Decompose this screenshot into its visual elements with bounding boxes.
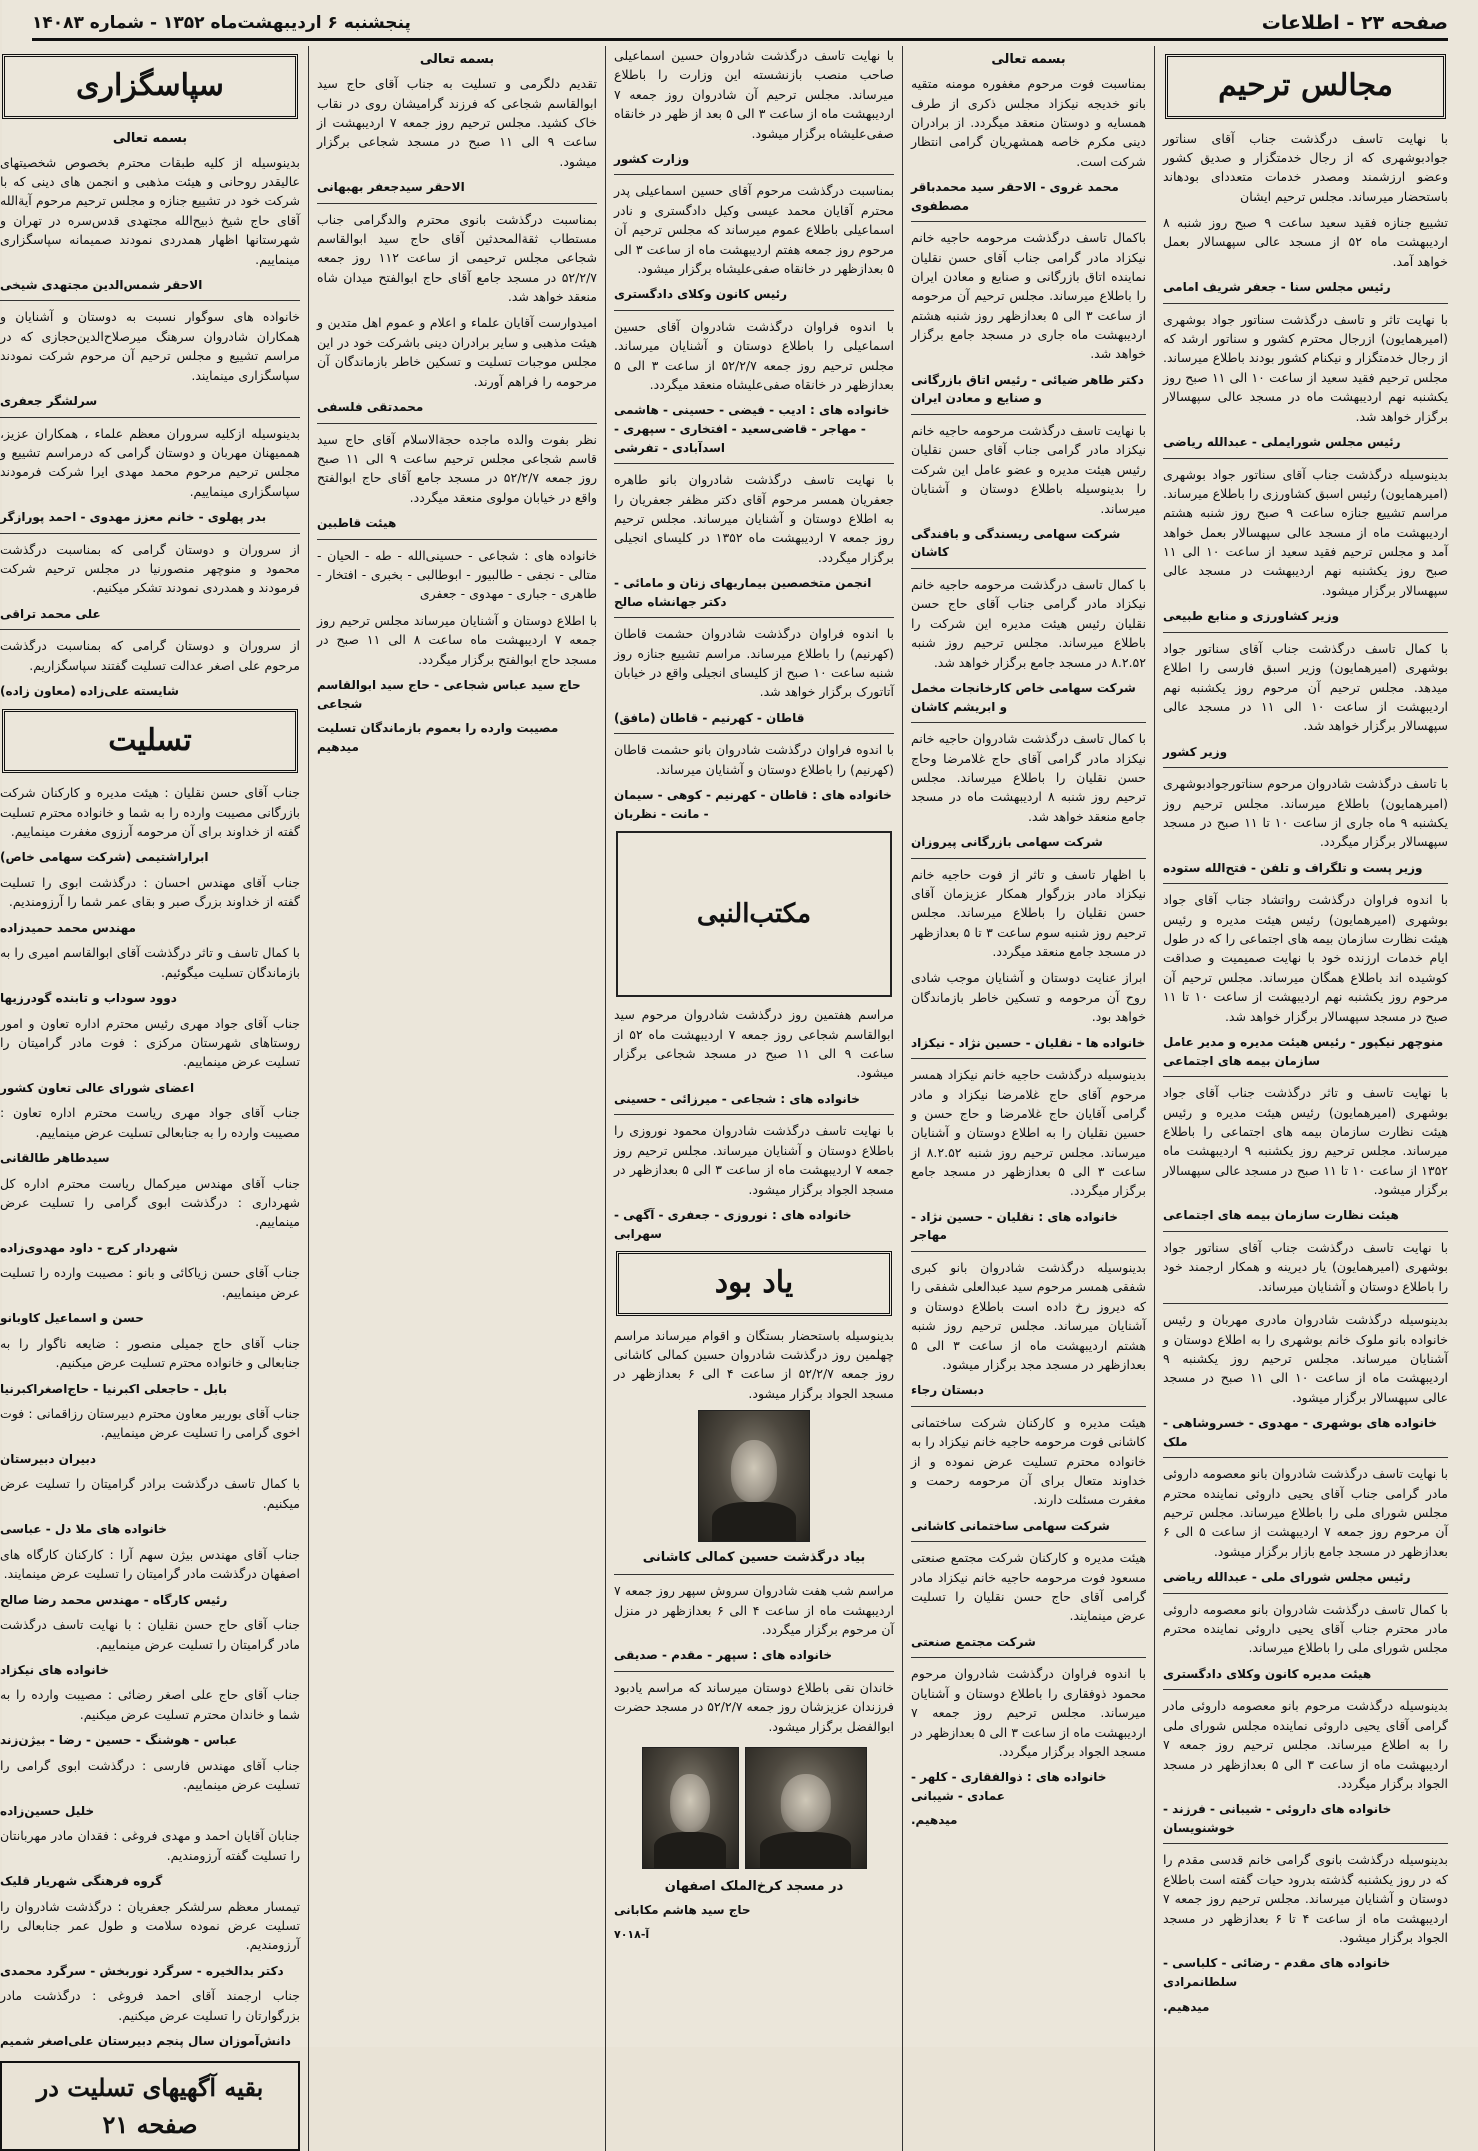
notice-end: میدهیم. — [1163, 1999, 1210, 2014]
divider — [614, 463, 894, 464]
notice-text: تقدیم دلگرمی و تسلیت به جناب آقای حاج سید ابوالقاسم شجاعی که فرزند گرامیشان روی در نقاب خاک کشید. مجلس ترحیم روز جمعه ۷ اردیبهشت از ساعت ۹ الی ۱۱ صبح در مسجد شجاعی برگزار میشود. — [317, 76, 597, 169]
notice-signature: حاج سید هاشم مکابانی — [614, 1903, 751, 1918]
notice-signature: خانواده های نیکزاد — [0, 1662, 109, 1677]
notice-text: بدینوسیله باستحضار بستگان و اقوام میرساند مراسم چهلمین روز درگذشت شادروان حسین کمالی کاشانی روز جمعه ۵۲/۲/۷ از ساعت ۴ الی ۶ بعدازظهر در مسجد الجواد برگزار میشود. — [614, 1327, 894, 1401]
notice-text: مراسم شب هفت شادروان سروش سپهر روز جمعه ۷ اردیبهشت ماه از ساعت ۴ الی ۶ بعدازظهر در منزل آن مرحوم برگزار میگردد. — [614, 1583, 894, 1637]
notice-text: با نهایت تاسف و تاثر درگذشت جناب آقای جواد بوشهری (امیرهمایون) رئیس هیئت مدیره و رئیس هیئت نظارت سازمان بیمه های اجتماعی را باطلاع میرساند. مجلس ترحیم روز یکشنبه ۹ اردیبهشت ماه ۱۳۵۲ از ساعت ۱۰ تا ۱۱ صبح در مسجد عالی سپهسالار برگزار میشود. — [1163, 1085, 1449, 1198]
notice-text: با اندوه فراوان درگذشت رواتشاد جناب آقای جواد بوشهری (امیرهمایون) رئیس هیئت مدیره و رئیس هیئت نظارت سازمان بیمه های اجتماعی را که در طول ایام خدمات ارزنده خود با نهایت صمیمیت و صداقت کوشیده اند باطلاع همگان میرساند. مجلس ترحیم آن مرحوم روز یکشنبه نهم اردیبهشت از ساعت ۱۰ تا ۱۱ صبح در مسجد سپهسالار برگزار خواهد شد. — [1163, 892, 1448, 1024]
notice-text: جناب آقای مهندس احسان : درگذشت ابوی را تسلیت گفته از خداوند بزرگ صبر و بقای عمر شما را آرزومندیم. — [0, 874, 300, 910]
notice-signature: عباس - هوشنگ - حسین - رضا - بیژن‌زند — [0, 1733, 238, 1748]
portrait-face — [670, 1774, 710, 1832]
portrait-face — [780, 1774, 830, 1832]
portrait-photo — [745, 1747, 867, 1869]
notice-signature: قاطان - کهرنیم - قاطان (مافق) — [614, 710, 805, 725]
notice-signature: هیئت مدیره کانون وکلای دادگستری — [1163, 1666, 1372, 1681]
column-thanks-condolences — [0, 46, 300, 2151]
notice-text: با نهایت تاسف درگذشت شادروان بانو طاهره جعفریان همسر مرحوم آقای دکتر مظفر جعفریان را به اطلاع دوستان و آشنایان میرساند. مجلس ترحیم روز جمعه ۷ اردیبهشت ماه ۱۳۵۲ در کلیسای انجیلی برگزار میگردد. — [614, 472, 894, 565]
notice-signature: مصیبت وارده را بعموم بازماندگان تسلیت میدهیم — [317, 721, 559, 754]
notice-text: جناب آقای جواد مهری رئیس محترم اداره تعاون و امور روستاهای شهرستان مرکزی : فوت مادر گرامیتان را تسلیت عرض مینماییم. — [0, 1015, 300, 1070]
divider — [1163, 1843, 1448, 1844]
notice-signature: شایسته علی‌زاده (معاون زاده) — [0, 684, 179, 699]
notice-signature: دانش‌آموزان سال پنجم دبیرستان علی‌اصغر شمیم — [0, 2033, 291, 2048]
section-heading-remembrance: یاد بود — [616, 1251, 892, 1316]
notice-signature: خانواده های مقدم - رضائی - کلباسی - سلطانمرادی — [1163, 1956, 1391, 1989]
notice-text: با کمال تاسف درگذشت برادر گرامیتان را تسلیت عرض میکنیم. — [0, 1476, 300, 1511]
notice-signature: دکتر طاهر ضیائی - رئیس اتاق بازرگانی و صنایع و معادن ایران — [911, 372, 1144, 406]
notice-text: با کمال تاسف درگذشت مرحومه حاجیه خانم نیکزاد مادر گرامی جناب آقای حاج حسن نقلیان رئیس هیئت مدیره این شرکت را باطلاع میرساند. مجلس ترحیم روز شنبه ۸.۲.۵۲ در مسجد جامع برگزار خواهد شد. — [911, 577, 1146, 670]
masthead — [32, 8, 1448, 41]
notice-text: جناب آقای حسن زیاکائی و بانو : مصیبت وارده را تسلیت عرض مینماییم. — [0, 1265, 300, 1300]
portrait-body — [760, 1832, 851, 1868]
notice-text: بدینوسیله از کلیه طبقات محترم بخصوص شخصیتهای عالیقدر روحانی و هیئت مذهبی و انجمن های دینی که با شرکت خود در تشییع جنازه و مجلس ترحیم مرحوم آیةالله آقای حاج شیخ ذبیح‌الله مجتهدی قدس‌سره در تهران و شهرستانها اظهار همدردی نمودند صمیمانه سپاسگزاری مینماییم. — [0, 154, 300, 267]
notice-text: جناب آقای بوربیر معاون محترم دبیرستان رزاقمانی : فوت اخوی گرامی را تسلیت عرض مینماییم. — [0, 1406, 300, 1441]
notice-text: جناب آقای مهندس بیژن سهم آرا : کارکنان کارگاه های اصفهان درگذشت مادر گرامیتان را تسلیت عرض مینمایند. — [0, 1546, 300, 1582]
photo-pair — [614, 1743, 894, 1873]
divider — [911, 1657, 1146, 1658]
notice-text: باکمال تاسف درگذشت مرحومه حاجیه خانم نیکزاد مادر گرامی جناب آقای حسن نقلیان نماینده اتاق بازرگانی و صنایع و معادن ایران را باطلاع میرساند. مجلس ترحیم آن مرحومه از ساعت ۳ الی ۵ بعدازظهر روز شنبه هشتم اردیبهشت ماه جاری در مسجد جامع برگزار خواهد شد. — [911, 230, 1146, 362]
notice-signature: شرکت سهامی خاص کارخانجات مخمل و ابریشم کاشان — [911, 680, 1136, 714]
divider — [614, 310, 894, 311]
column-rule — [308, 46, 309, 2151]
notice-signature: ابراراشتیمی (شرکت سهامی خاص) — [0, 850, 209, 865]
notice-text: جناب آقای مهندس میرکمال ریاست محترم اداره کل شهرداری : درگذشت ابوی گرامی را تسلیت عرض مینماییم. — [0, 1175, 300, 1230]
notice-text: بدینوسیله درگذشت شادروان مادری مهربان و رئیس خانواده بانو ملوک خانم بوشهری را به اطلاع دوستان و آشنایان میرساند. مجلس ترحیم روز یکشنبه ۹ اردیبهشت ماه از ساعت ۱۰ الی ۱۱ صبح در مسجد عالی سپهسالار برگزار میشود. — [1163, 1312, 1448, 1405]
notice-signature: رئیس مجلس شورایملی - عبدالله ریاضی — [1163, 434, 1401, 449]
notice-signature: گروه فرهنگی شهریار قلیک — [0, 1873, 163, 1888]
notice-text: از سروران و دوستان گرامی که بمناسبت درگذشت مرحوم علی اصغر عدالت تسلیت گفتند سپاسگزاریم. — [0, 638, 300, 673]
divider — [1163, 1076, 1448, 1077]
notice-signature: دوود سوداب و تابنده گودرزیها — [0, 991, 177, 1006]
notice-signature: علی محمد تراقی — [0, 606, 101, 621]
section-heading-thanks: سپاسگزاری — [2, 54, 298, 119]
divider — [614, 617, 894, 618]
notice-text: با نهایت تاثر و تاسف درگذشت سناتور جواد بوشهری (امیرهمایون) ازرجال محترم کشور و سناتور ارشد که از رجال خدمتگزار و نیکنام کشور بودند باطلاع میرساند. مجلس ترحیم فقید سعید از ساعت ۱۰ الی ۱۱ صبح روز یکشنبه نهم اردیبهشت ماه در مسجد عالی سپهسالار برگزار خواهد شد. — [1163, 311, 1449, 424]
divider — [1163, 303, 1448, 304]
notice-text: بمناسبت فوت مرحوم مغفوره مومنه متقیه بانو خدیجه نیکزاد مجلس ذکری از طرف همسایه و دوستان منعقد میگردد. از برادران دینی مکرم خاصه همشهریان گرامی انتظار شرکت است. — [911, 76, 1146, 169]
notice-text: خاندان نقی باطلاع دوستان میرساند که مراسم یادبود فرزندان عزیزشان روز جمعه ۵۲/۲/۷ در مسجد حضرت ابوالفضل برگزار میشود. — [614, 1679, 894, 1734]
section-heading-memorials: مجالس ترحیم — [1165, 54, 1446, 119]
divider — [614, 1671, 894, 1672]
divider — [317, 423, 597, 424]
notice-text: با کمال تاسف درگذشت شادروان بانو معصومه داروئی مادر محترم جناب آقای یحیی داروئی نماینده محترم مجلس شورای ملی را باطلاع میرساند. — [1163, 1601, 1448, 1656]
notice-signature: خانواده های : نوروزی - جعفری - آگهی - سهرابی — [614, 1207, 852, 1241]
continued-notice-footer: بقیه آگهیهای تسلیت در صفحه ۲۱ — [0, 2061, 300, 2151]
portrait-photo — [642, 1747, 739, 1869]
notice-text: جناب ارجمند آقای احمد فروغی : درگذشت مادر بزرگوارتان را تسلیت عرض میکنیم. — [0, 1988, 300, 2023]
notice-signature: شرکت مجتمع صنعتی — [911, 1634, 1036, 1649]
notice-signature: هیئت نظارت سازمان بیمه های اجتماعی — [1163, 1208, 1399, 1223]
notice-text: با اندوه فراوان درگذشت شادروان بانو حشمت قاطان (کهرنیم) را باطلاع دوستان و آشنایان میرساند. — [614, 742, 894, 777]
notice-signature: شرکت سهامی ریسندگی و بافندگی کاشان — [911, 526, 1121, 560]
notice-text: با کمال تاسف درگذشت جناب آقای سناتور جواد بوشهری (امیرهمایون) وزیر اسبق فارسی را اطلاع میدهد. مجلس ترحیم آن مرحوم روز یکشنبه نهم اردیبهشت از ساعت ۱۰ الی ۱۱ در مسجد عالی سپهسالار برگزار خواهد شد. — [1163, 640, 1448, 734]
ad-code: آ-۷۰۱۸ — [614, 1927, 650, 1941]
notice-text: با نهایت تاسف درگذشت جناب آقای سناتور جوادبوشهری که از رجال خدمتگزار و صدیق کشور وعضو ارزشمند ومصدر خدمات متعددای بودهاند باستحضار میرساند. مجلس ترحیم ایشان — [1163, 130, 1448, 204]
notice-signature: شرکت سهامی ساختمانی کاشانی — [911, 1518, 1110, 1533]
notice-signature: منوچهر نیکپور - رئیس هیئت مدیره و مدیر عامل سازمان بیمه های اجتماعی — [1163, 1034, 1444, 1068]
notice-signature: وزیر کشور — [1163, 744, 1228, 759]
divider — [0, 300, 300, 301]
notice-text: با نهایت تاسف درگذشت مرحومه حاجیه خانم نیکزاد مادر گرامی جناب آقای حسن نقلیان رئیس هیئت مدیره و عضو عامل این شرکت را بدینوسیله باطلاع دوستان و آشنایان میرساند. — [911, 423, 1146, 516]
notice-text: بدینوسیله درگذشت جناب آقای سناتور جواد بوشهری (امیرهمایون) رئیس اسبق کشاورزی را باطلاع میرساند. مراسم تشییع جنازه ساعت ۹ صبح روز شنبه هشتم اردیبهشت ماه از مسجد عالی سپهسالار بعمل خواهد آمد و مجلس ترحیم فقید سعید از ساعت ۱۰ الی ۱۱ صبح روز یکشنبه نهم اردیبهشت در مسجد عالی سپهسالار برگزار میشود. — [1163, 466, 1448, 598]
notice-signature: حاج سید عباس شجاعی - حاج سید ابوالقاسم شجاعی — [317, 677, 581, 711]
divider — [911, 568, 1146, 569]
notice-text: مراسم هفتمین روز درگذشت شادروان مرحوم سید ابوالقاسم شجاعی روز جمعه ۷ اردیبهشت ماه ۵۲ از ساعت ۹ الی ۱۱ صبح در مسجد شجاعی برگزار میشود. — [614, 1007, 894, 1081]
notice-signature: محمدتقی فلسفی — [317, 399, 424, 414]
divider — [1163, 1457, 1448, 1458]
notice-signature: دبستان رجاء — [911, 1383, 984, 1398]
notice-signature: رئیس مجلس سنا - جعفر شریف امامی — [1163, 280, 1391, 295]
notice-signature: دکتر بدالخیره - سرگرد نوربخش - سرگرد محمدی — [0, 1963, 284, 1978]
divider — [614, 1574, 894, 1575]
divider — [1163, 632, 1448, 633]
notice-signature: شهردار کرج - داود مهدوی‌زاده — [0, 1240, 179, 1255]
portrait-face — [731, 1440, 777, 1502]
divider — [317, 539, 597, 540]
photo-caption: بیاد درگذشت حسین کمالی کاشانی — [642, 1550, 866, 1566]
bismillah: بسمه تعالی — [419, 52, 495, 67]
notice-signature: الاحقر شمس‌الدین مجتهدی شیخی — [0, 277, 203, 292]
divider — [911, 221, 1146, 222]
notice-text: بمناسبت درگذشت مرحوم آقای حسین اسماعیلی پدر محترم آقایان محمد عیسی وکیل دادگستری و نادر اسماعیلی باطلاع عموم میرساند که مجلس ترحیم آن مرحوم روز جمعه هفتم اردیبهشت ماه از ساعت ۳ الی ۵ بعدازظهر در خانقاه صفی‌علیشاه برگزار میشود. — [614, 183, 894, 276]
notice-signature: وزیر پست و تلگراف و تلفن - فتح‌الله ستوده — [1163, 860, 1423, 875]
photo-caption: در مسجد کرخ‌الملک اصفهان — [664, 1879, 844, 1895]
notice-signature: انجمن متخصصین بیماریهای زنان و مامائی - دکتر جهانشاه صالح — [614, 576, 872, 609]
notice-signature: خانواده های ملا دل - عباسی — [0, 1522, 167, 1537]
bismillah: بسمه تعالی — [112, 130, 188, 146]
notice-text: جنابان آقایان احمد و مهدی فروغی : فقدان مادر مهربانتان را تسلیت گفته آرزومندیم. — [0, 1828, 300, 1863]
divider — [911, 858, 1146, 859]
column-memorials-2 — [911, 46, 1146, 2151]
portrait-body — [654, 1832, 726, 1868]
notice-signature: اعضای شورای عالی تعاون کشور — [0, 1080, 195, 1095]
notice-text: نظر بفوت والده ماجده حجةالاسلام آقای حاج سید قاسم شجاعی مجلس ترحیم ساعت ۹ الی ۱۱ صبح روز جمعه ۵۲/۲/۷ در مسجد جامع آقای حاج ابوالفتح واقع در خیابان مولوی منعقد میگردد. — [317, 431, 597, 505]
notice-signature: رئیس مجلس شورای ملی - عبدالله ریاضی — [1163, 1570, 1411, 1585]
column-memorials-3 — [317, 46, 597, 2151]
notice-signature: خانواده های : ادیب - فیضی - حسینی - هاشمی - مهاجر - قاضی‌سعید - افتخاری - سپهری - اسدآبادی - تفرشی — [614, 403, 890, 455]
divider — [911, 1058, 1146, 1059]
notice-text: تیمسار معظم سرلشکر جعفریان : درگذشت شادروان را تسلیت عرض نموده سلامت و طول عمر جنابعالی را آرزومندیم. — [0, 1898, 300, 1953]
notice-signature: شرکت سهامی بازرگانی پیروزان — [911, 835, 1103, 850]
divider — [1163, 1689, 1448, 1690]
notice-text: با کمال تاسف درگذشت شادروان حاجیه خانم نیکزاد مادر گرامی آقای حاج غلامرضا وحاج حسن نقلیان را باطلاع میرساند. مجلس ترحیم روز شنبه ۸ اردیبهشت ماه در مسجد جامع منعقد خواهد شد. — [911, 731, 1146, 824]
notice-signature: بابل - حاجعلی اکبرنیا - حاج‌اصغراکبرنیا — [0, 1381, 228, 1396]
notice-signature: وزارت کشور — [614, 151, 690, 166]
notice-text: با نهایت تاسف درگذشت شادروان محمود نوروزی را باطلاع دوستان و آشنایان میرساند. مجلس ترحیم روز جمعه ۷ اردیبهشت ماه از ساعت ۳ الی ۵ بعدازظهر در مسجد الجواد برگزار میشود. — [614, 1123, 894, 1197]
column-rule — [605, 46, 606, 2151]
divider — [1163, 458, 1448, 459]
notice-end: میدهیم. — [911, 1813, 958, 1828]
notice-signature: خلیل حسین‌زاده — [0, 1803, 95, 1818]
notice-text: جناب آقای حاج علی اصغر رضائی : مصیبت وارده را به شما و خاندان محترم تسلیت عرض میکنیم. — [0, 1687, 300, 1722]
notice-text: جناب آقای جواد مهری ریاست محترم اداره تعاون : مصیبت وارده را به جنابعالی تسلیت عرض مینماییم. — [0, 1105, 300, 1140]
notice-text: با اطلاع دوستان و آشنایان میرساند مجلس ترحیم روز جمعه ۷ اردیبهشت ماه ساعت ۸ الی ۱۱ صبح در مسجد حاج ابوالفتح برگزار میگردد. — [317, 612, 597, 667]
notice-signature: رئیس کانون وکلای دادگستری — [614, 287, 788, 302]
notice-signature: خانواده ها - نقلیان - حسین نژاد - نیکزاد — [911, 1035, 1146, 1050]
divider — [614, 1114, 894, 1115]
notice-signature: مهندس محمد حمیدزاده — [0, 920, 136, 935]
divider — [614, 174, 894, 175]
column-rule — [1154, 46, 1155, 2151]
column-rule — [902, 46, 903, 2151]
notice-text: تشییع جنازه فقید سعید ساعت ۹ صبح روز شنبه ۸ اردیبهشت ماه ۵۲ از مسجد عالی سپهسالار بعمل خواهد آمد. — [1163, 215, 1448, 269]
notice-text: خانواده های : شجاعی - حسینی‌الله - طه - الحیان - متالی - نجفی - طالبیور - ابوطالبی - بخبری - افتخار - طاهری - جباری - مهدوی - جعفری — [317, 547, 597, 602]
notice-text: با اظهار تاسف و تاثر از فوت حاجیه خانم نیکزاد مادر بزرگوار همکار عزیزمان آقای حسن نقلیان را باطلاع میرساند. مجلس ترحیم روز شنبه سوم ساعت ۳ تا ۵ بعدازظهر در مسجد جامع منعقد میگردد. — [911, 866, 1146, 960]
notice-text: با کمال تاسف و تاثر درگذشت آقای ابوالقاسم امیری را به بازماندگان تسلیت میگوئیم. — [0, 945, 300, 980]
divider — [911, 1541, 1146, 1542]
notice-text: جناب آقای مهندس فارسی : درگذشت ابوی گرامی را تسلیت عرض مینماییم. — [0, 1757, 300, 1793]
notice-text: ابراز عنایت دوستان و آشنایان موجب شادی روح آن مرحومه و تسکین خاطر بازماندگان خواهد بود. — [911, 970, 1146, 1025]
notice-text: بدینوسیله ازکلیه سروران معظم علماء ، همکاران عزیز، هممیهنان مهربان و دوستان گرامی که درمراسم تشییع و مجلس ترحیم مرحوم محمد مهدی ایرا شرکت فرمودند سپاسگزاری مینماییم. — [0, 425, 300, 499]
notice-signature: خانواده های : ذوالفقاری - کلهر - عمادی - شیبانی — [911, 1770, 1107, 1803]
portrait-body — [712, 1502, 796, 1541]
divider — [1163, 883, 1448, 884]
divider — [1163, 1231, 1448, 1232]
divider — [614, 733, 894, 734]
notice-signature: سرلشگر جعفری — [0, 393, 98, 408]
notice-text: هیئت مدیره و کارکنان شرکت مجتمع صنعتی مسعود فوت مرحومه حاجیه خانم نیکزاد مادر گرامی آقای حاج حسن نقلیان را تسلیت عرض مینمایند. — [911, 1550, 1146, 1624]
notice-signature: خانواده های داروئی - شیبانی - فرزند - خوشنویسان — [1163, 1802, 1392, 1835]
notice-text: با نهایت تاسف درگذشت جناب آقای سناتور جواد بوشهری (امیرهمایون) یار دیرینه و همکار ارجمند خود را باطلاع دوستان و آشنایان میرساند. — [1163, 1240, 1448, 1294]
notice-text: با نهایت تاسف درگذشت شادروان حسین اسماعیلی صاحب منصب بازنشسته این وزارت را باطلاع میرساند. مجلس ترحیم آن شادروان روز جمعه ۷ اردیبهشت ماه از ساعت ۳ الی ۵ بعد از ظهر در خانقاه صفی‌علیشاه برگزار میشود. — [614, 48, 894, 141]
divider — [317, 203, 597, 204]
column-memorials — [1163, 46, 1448, 2151]
column-middle — [614, 46, 894, 2151]
notice-text: با اندوه فراوان درگذشت شادروان آقای حسین اسماعیلی را باطلاع دوستان و آشنایان میرساند. مجلس ترحیم روز جمعه ۵۲/۲/۷ از ساعت ۳ الی ۵ بعدازظهر در خانقاه صفی‌علیشاه منعقد میگردد. — [614, 318, 894, 393]
divider — [911, 1406, 1146, 1407]
notice-signature: خانواده های : سپهر - مقدم - صدیقی — [614, 1648, 833, 1663]
notice-signature: خانواده های بوشهری - مهدوی - خسروشاهی - ملک — [1163, 1416, 1438, 1449]
divider — [1163, 1303, 1448, 1304]
notice-signature: الاحقر سیدجعفر بهبهانی — [317, 180, 465, 195]
notice-signature: خانواده های : نقلیان - حسین نژاد - مهاجر — [911, 1209, 1118, 1243]
notice-text: با اندوه فراوان درگذشت شادروان حشمت قاطان (کهرنیم) را باطلاع میرساند. مراسم تشییع جنازه روز شنبه ساعت ۱۰ صبح از کلیسای انجیلی واقع در خیابان آتاتورک برگزار خواهد شد. — [614, 626, 894, 700]
notice-text: هیئت مدیره و کارکنان شرکت ساختمانی کاشانی فوت مرحومه حاجیه خانم نیکزاد را به خانواده محترم تسلیت عرض نموده و از خداوند متعال برای آن مرحومه رحمت و مغفرت مسئلت دارند. — [911, 1414, 1146, 1508]
notice-text: با اندوه فراوان درگذشت شادروان مرحوم محمود ذوفقاری را باطلاع دوستان و آشنایان میرساند. مجلس ترحیم روز جمعه ۷ اردیبهشت ماه از ساعت ۳ الی ۵ بعدازظهر در مسجد الجواد برگزار میگردد. — [911, 1666, 1146, 1759]
notice-text: با نهایت تاسف درگذشت شادروان بانو معصومه داروئی مادر گرامی جناب آقای یحیی داروئی نماینده محترم مجلس شورای ملی را باطلاع میرساند. مجلس ترحیم آن مرحوم روز جمعه ۷ اردیبهشت از ساعت ۵ الی ۶ بعدازظهر در مسجد جامع بازار برگزار میشود. — [1163, 1466, 1448, 1559]
notice-text: بمناسبت درگذشت بانوی محترم والدگرامی جناب مستطاب ثقةالمحدثین آقای حاج سید ابوالقاسم شجاعی مجلس ترحیمی از ساعت ۱۱۲ روز جمعه ۵۲/۲/۷ در مسجد جامع آقای حاج ابوالفتح میدان شاه منعقد خواهد شد. — [317, 211, 597, 305]
notice-text: بدینوسیله درگذشت شادروان بانو کبری شفقی همسر مرحوم سید عبدالعلی شفقی را که دیروز رخ داده است باطلاع دوستان و آشنایان میرساند. مجلس ترحیم روز شنبه هشتم اردیبهشت ماه از ساعت ۳ الی ۵ بعدازظهر در مسجد مجد برگزار میشود. — [911, 1260, 1146, 1372]
notice-text: امیدوارست آقایان علماء و اعلام و عموم اهل متدین و هیئت مذهبی و سایر برادران دینی باشرکت خود در این مجلس موجبات تسلیت و تسکین خاطر بازماندگان آن مرحومه را فراهم آورند. — [317, 315, 597, 389]
divider — [0, 533, 300, 534]
masthead-date-issue: پنجشنبه ۶ اردیبهشت‌ماه ۱۳۵۲ - شماره ۱۴۰۸۳ — [32, 13, 411, 33]
divider — [911, 722, 1146, 723]
notice-signature: خانواده های : شجاعی - میرزائی - حسینی — [614, 1091, 860, 1106]
notice-text: خانواده های سوگوار نسبت به دوستان و آشنایان و همکاران شادروان سرهنگ میرصلاح‌الدین‌حجازی که در مراسم تشییع و مجلس ترحیم آن مرحوم شرکت نمودند سپاسگزاری مینمایند. — [0, 309, 300, 383]
notice-signature: محمد غروی - الاحقر سید محمدباقر مصطفوی — [911, 180, 1119, 213]
notice-signature: حسن و اسماعیل کاوبانو — [0, 1311, 144, 1326]
calligraphy-banner: مکتب‌النبی — [616, 831, 892, 997]
notice-signature: خانواده های : قاطان - کهرنیم - کوهی - سیمان - مانت - نظربان — [614, 788, 892, 821]
bismillah: بسمه تعالی — [991, 52, 1066, 67]
notice-signature: رئیس کارگاه - مهندس محمد رضا صالح — [0, 1592, 228, 1607]
notice-signature: بدر پهلوی - خانم معزز مهدوی - احمد پورازگر — [0, 510, 267, 525]
notice-text: با تاسف درگذشت شادروان مرحوم سناتورجوادبوشهری (امیرهمایون) باطلاع میرساند. مجلس ترحیم روز یکشنبه ۹ ماه جاری از ساعت ۱۰ تا ۱۱ صبح در مسجد سپهسالار برگزار میگردد. — [1163, 776, 1448, 850]
notice-text: بدینوسیله درگذشت حاجیه خانم نیکزاد همسر مرحوم آقای حاج غلامرضا نیکزاد و مادر گرامی آقایان حاج غلامرضا و حاج حسن و حسین نقلیان را به اطلاع دوستان و آشنایان میرساند. مجلس ترحیم روز شنبه ۸.۲.۵۲ از ساعت ۳ الی ۵ بعدازظهر در مسجد جامع برگزار میگردد. — [911, 1067, 1146, 1199]
divider — [1163, 1593, 1448, 1594]
divider — [0, 629, 300, 630]
masthead-page-label: صفحه ۲۳ - اطلاعات — [1261, 12, 1448, 34]
columns-grid — [0, 46, 1449, 2139]
notice-text: بدینوسیله درگذشت مرحوم بانو معصومه داروئی مادر گرامی آقای یحیی داروئی نماینده مجلس شورای ملی را به اطلاع میرساند. مجلس ترحیم روز جمعه ۷ اردیبهشت ماه از ساعت ۳ الی ۵ بعدازظهر در مسجد الجواد برگزار میگردد. — [1163, 1698, 1448, 1791]
notice-text: از سروران و دوستان گرامی که بمناسبت درگذشت محمود و منوچهر منصورنیا در مجلس ترحیم شرکت فرمودند و همدردی نمودند تشکر میکنیم. — [0, 541, 300, 596]
section-heading-condolences: تسلیت — [2, 709, 298, 774]
notice-signature: هیئت قاطبین — [317, 516, 397, 531]
notice-signature: سیدطاهر طالقانی — [0, 1151, 110, 1166]
portrait-photo — [698, 1410, 810, 1542]
divider — [0, 417, 300, 418]
divider — [1163, 767, 1448, 768]
notice-text: جناب آقای حسن نقلیان : هیئت مدیره و کارکنان شرکت بازرگانی مصیبت وارده را به شما و خانواده محترم تسلیت گفته از خداوند برای آن مرحومه آرزوی مغفرت مینماییم. — [0, 785, 300, 839]
notice-signature: دبیران دبیرستان — [0, 1451, 97, 1466]
divider — [911, 414, 1146, 415]
notice-signature: وزیر کشاورزی و منابع طبیعی — [1163, 609, 1340, 624]
notice-text: جناب آقای حاج حسن نقلیان : با نهایت تاسف درگذشت مادر گرامیتان را تسلیت عرض مینماییم. — [0, 1617, 300, 1652]
notice-text: بدینوسیله درگذشت بانوی گرامی خانم قدسی مقدم را که در روز یکشنبه گذشته بدرود حیات گفته است باطلاع دوستان و آشنایان میرساند. مجلس ترحیم روز جمعه ۷ اردیبهشت ماه از ساعت ۴ تا ۶ بعدازظهر در مسجد الجواد برگزار میشود. — [1163, 1852, 1448, 1945]
notice-text: جناب آقای حاج جمیلی منصور : ضایعه ناگوار را به جنابعالی و خانواده محترم تسلیت عرض میکنیم. — [0, 1335, 300, 1371]
divider — [911, 1251, 1146, 1252]
